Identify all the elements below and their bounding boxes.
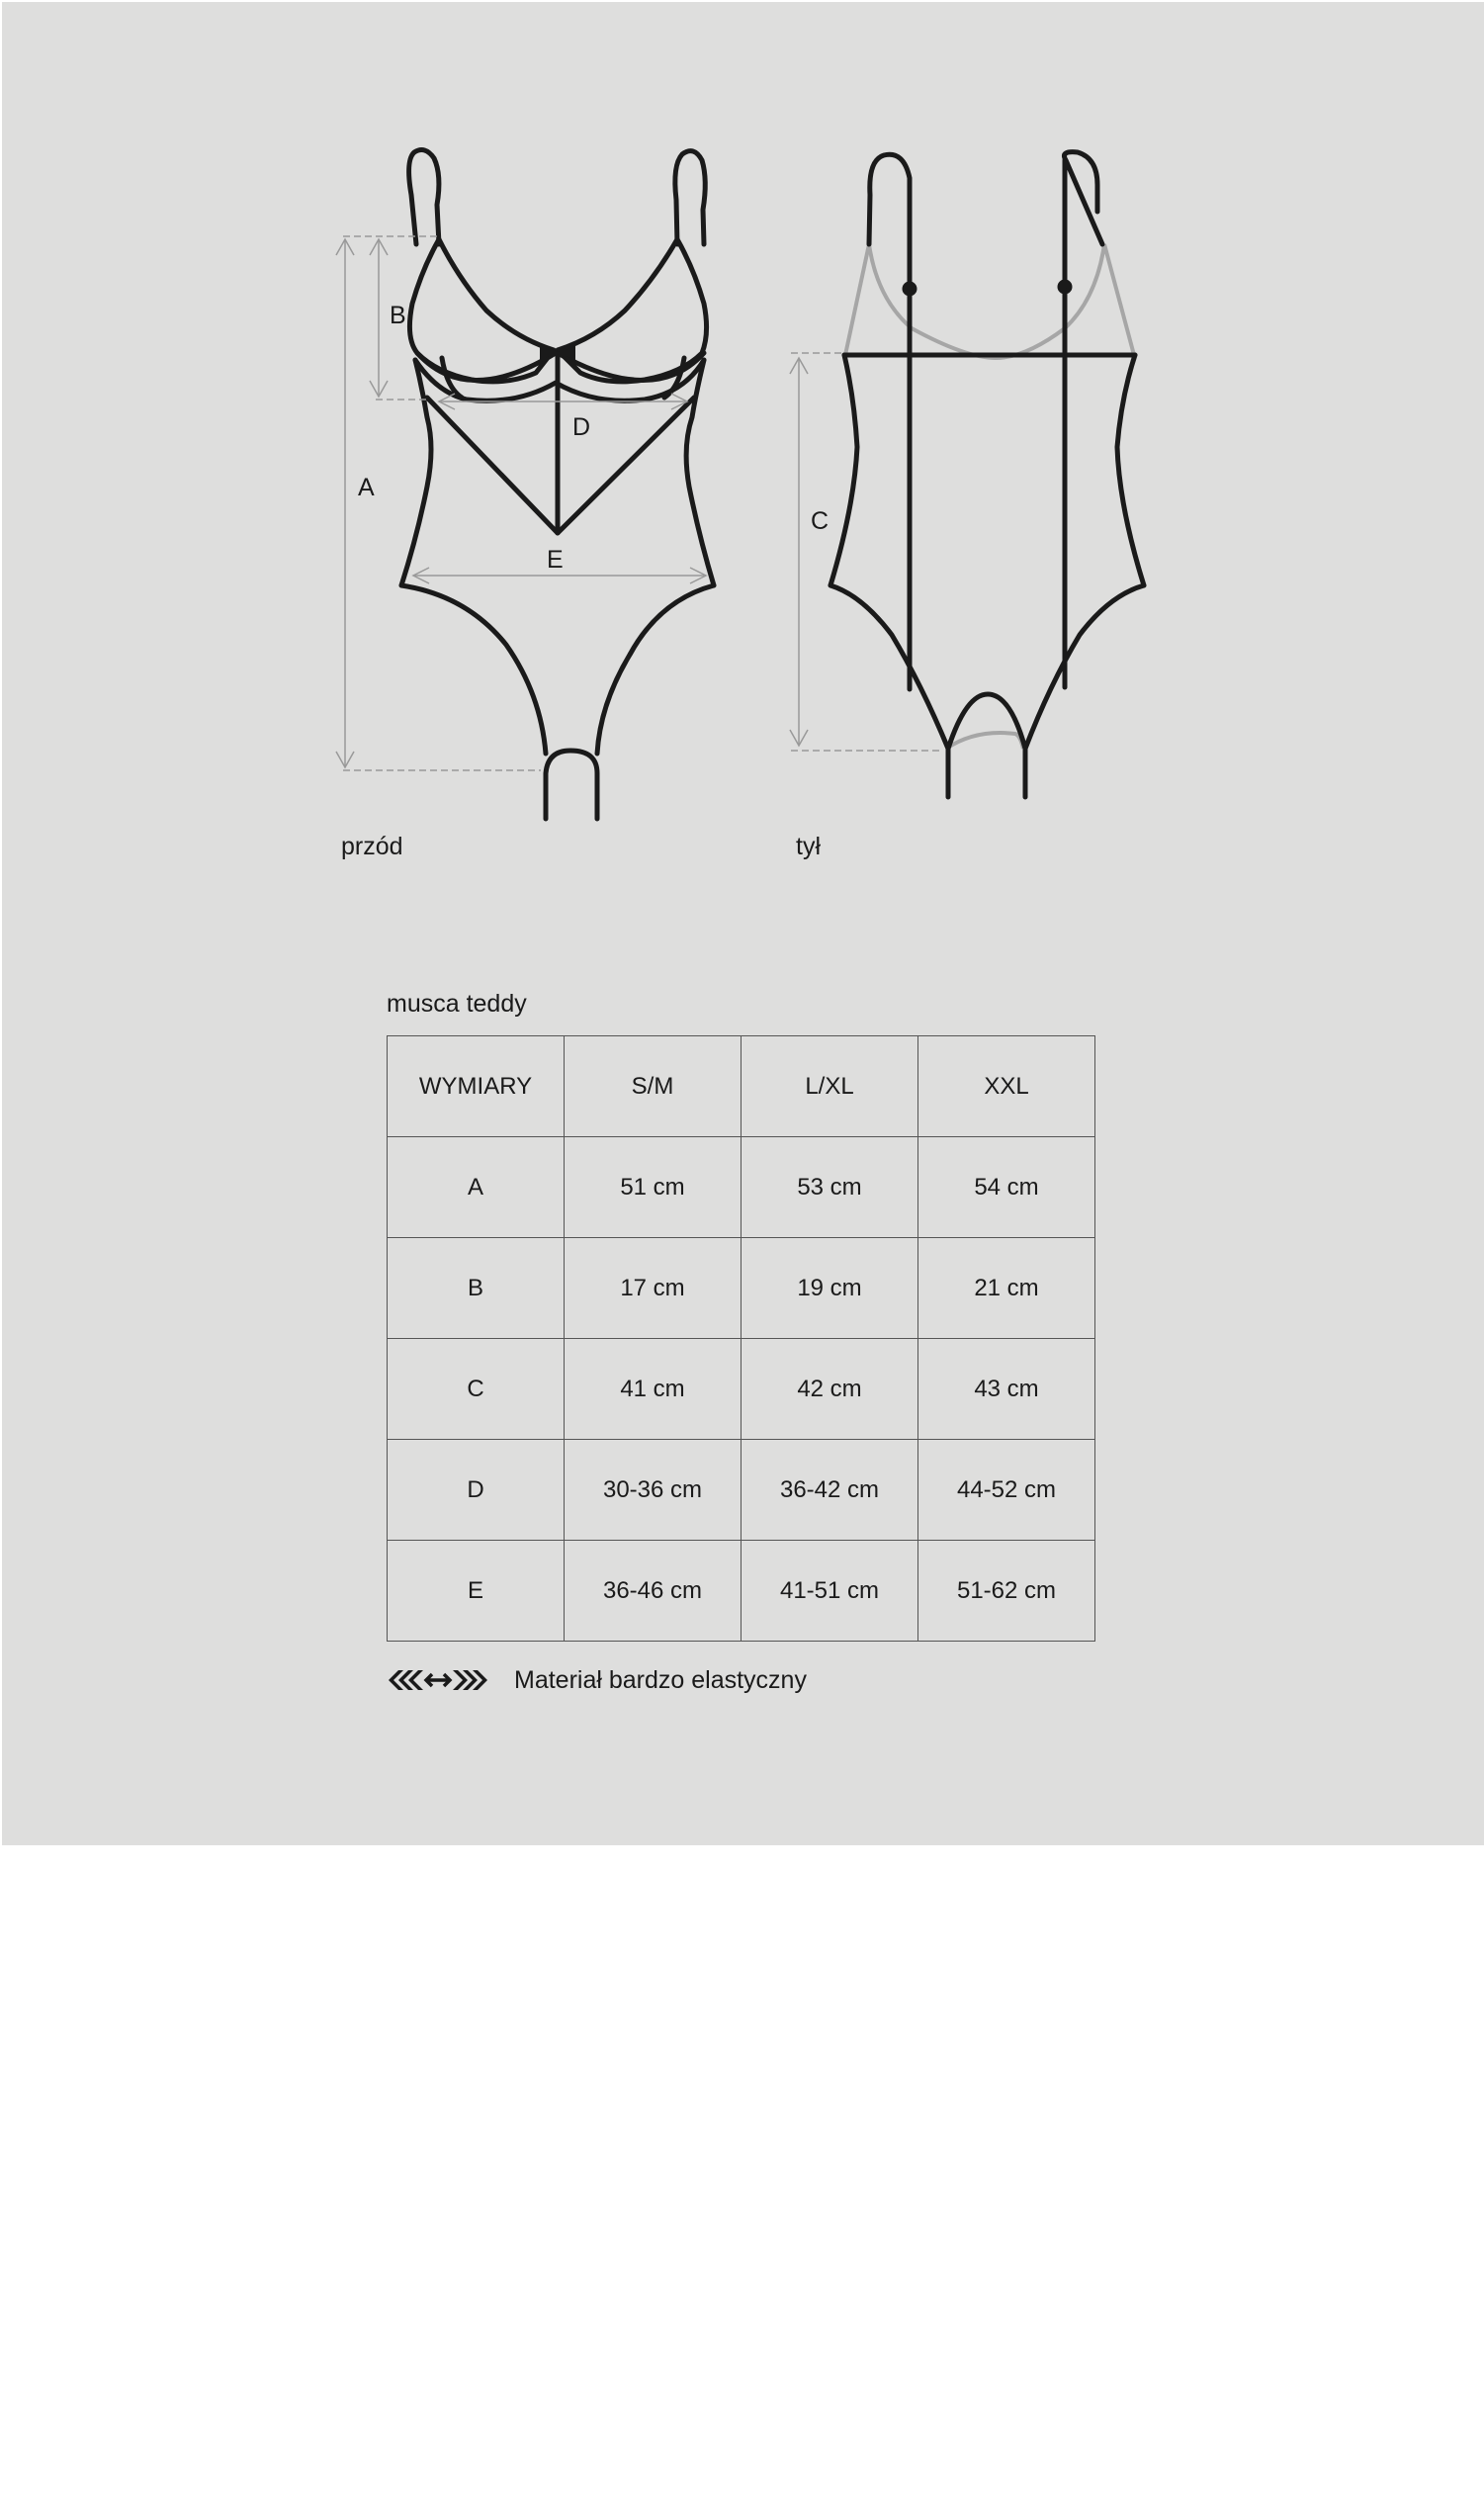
header-cell: WYMIARY (388, 1036, 565, 1137)
front-right-strap (675, 151, 705, 244)
back-left-strap (869, 154, 910, 244)
front-leg-right (597, 585, 714, 754)
back-caption: tył (796, 833, 821, 860)
front-caption: przód (341, 833, 403, 860)
front-v-panel (427, 398, 694, 533)
table-cell: C (388, 1339, 565, 1440)
table-cell: E (388, 1541, 565, 1642)
product-name: musca teddy (387, 990, 527, 1018)
table-cell: 53 cm (742, 1137, 918, 1238)
table-cell: B (388, 1238, 565, 1339)
table-cell: D (388, 1440, 565, 1541)
size-chart-panel (2, 2, 1484, 1845)
size-table (387, 1035, 1095, 1642)
label-e: E (547, 546, 564, 574)
table-cell: 30-36 cm (565, 1440, 742, 1541)
table-cell: 44-52 cm (918, 1440, 1095, 1541)
table-cell: A (388, 1137, 565, 1238)
stretch-arrows-icon (387, 1668, 489, 1692)
table-header-row (388, 1036, 1095, 1137)
front-left-strap (409, 150, 439, 244)
label-a: A (358, 474, 375, 501)
table-row (388, 1541, 1095, 1642)
table-row (388, 1440, 1095, 1541)
front-body-left (401, 360, 431, 585)
header-cell: XXL (918, 1036, 1095, 1137)
back-view (830, 152, 1144, 797)
elastic-note (387, 1665, 807, 1695)
table-cell: 51-62 cm (918, 1541, 1095, 1642)
back-crotch (948, 694, 1025, 797)
table-cell: 41 cm (565, 1339, 742, 1440)
table-cell: 36-46 cm (565, 1541, 742, 1642)
back-leg-right (1025, 585, 1144, 749)
back-right-strap (1065, 152, 1103, 244)
label-d: D (572, 413, 591, 441)
front-crotch (546, 751, 597, 819)
garment-diagram (2, 2, 1484, 951)
back-guides (790, 353, 941, 751)
back-body-left (830, 355, 857, 585)
label-c: C (811, 507, 829, 535)
table-row (388, 1238, 1095, 1339)
table-cell: 43 cm (918, 1339, 1095, 1440)
table-cell: 36-42 cm (742, 1440, 918, 1541)
table-cell: 51 cm (565, 1137, 742, 1238)
front-view (401, 150, 714, 819)
elastic-text: Materiał bardzo elastyczny (514, 1666, 807, 1694)
table-cell: 54 cm (918, 1137, 1095, 1238)
front-leg-left (401, 585, 546, 754)
table-cell: 42 cm (742, 1339, 918, 1440)
label-b: B (390, 302, 406, 329)
back-strap-shadow (845, 244, 1134, 749)
front-body-right (686, 360, 714, 585)
front-left-cup (409, 239, 554, 382)
back-body-right (1117, 355, 1144, 585)
table-row (388, 1339, 1095, 1440)
header-cell: S/M (565, 1036, 742, 1137)
table-cell: 17 cm (565, 1238, 742, 1339)
table-cell: 19 cm (742, 1238, 918, 1339)
back-leg-left (830, 585, 948, 749)
table-cell: 21 cm (918, 1238, 1095, 1339)
table-cell: 41-51 cm (742, 1541, 918, 1642)
header-cell: L/XL (742, 1036, 918, 1137)
table-row (388, 1137, 1095, 1238)
